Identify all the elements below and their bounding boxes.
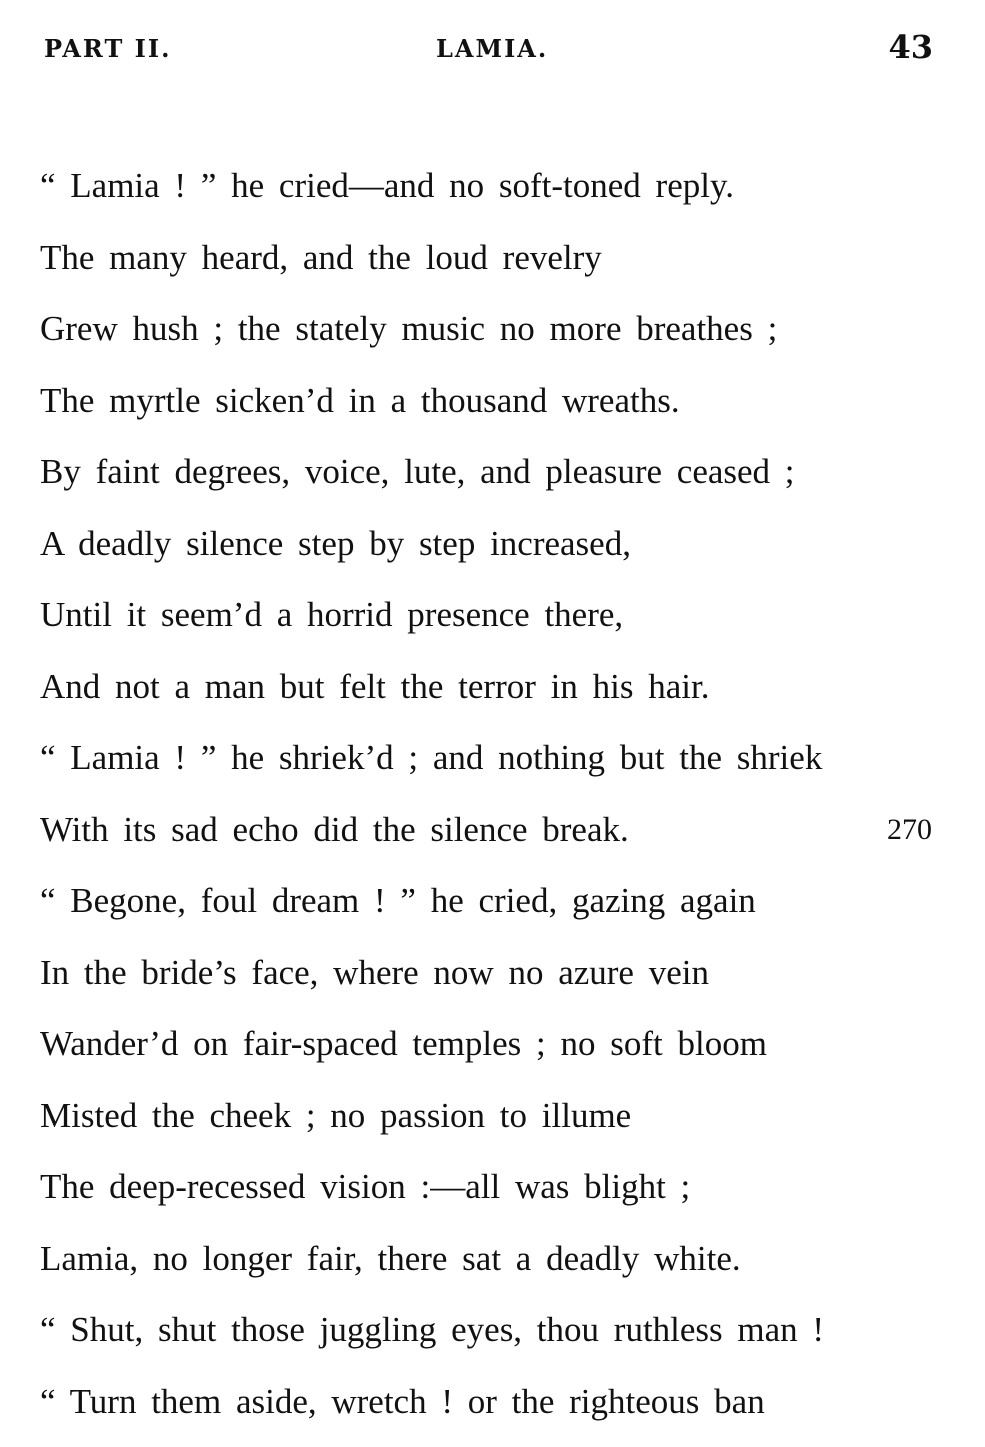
poem-text (40, 160, 940, 1447)
poem-line-text: With its sad echo did the silence break. (40, 810, 629, 849)
poem-line-text: And not a man but felt the terror in his hair. (40, 667, 709, 706)
running-head-title: LAMIA. (436, 34, 548, 63)
poem-line (40, 804, 940, 876)
poem-line-text: In the bride’s face, where now no azure vein (40, 953, 709, 992)
poem-line-text: A deadly silence step by step increased, (40, 524, 631, 563)
poem-line-text: The deep-recessed vision :—all was blight ; (40, 1167, 690, 1206)
poem-line-text: “ Lamia ! ” he cried—and no soft-toned reply. (40, 166, 734, 205)
poem-line-text: By faint degrees, voice, lute, and pleasure ceased ; (40, 452, 795, 491)
poem-line-text: “ Turn them aside, wretch ! or the righteous ban (40, 1382, 765, 1421)
poem-line-text: Lamia, no longer fair, there sat a deadly white. (40, 1239, 741, 1278)
poem-line-text: “ Begone, foul dream ! ” he cried, gazing again (40, 881, 756, 920)
poem-line (40, 1018, 940, 1090)
poem-line (40, 1090, 940, 1162)
poem-line-text: The myrtle sicken’d in a thousand wreaths. (40, 381, 680, 420)
line-number: 270 (887, 804, 932, 856)
poem-line (40, 661, 940, 733)
poem-line-text: “ Shut, shut those juggling eyes, thou ruthless man ! (40, 1310, 824, 1349)
poem-line-text: Misted the cheek ; no passion to illume (40, 1096, 631, 1135)
page-number: 43 (888, 28, 933, 66)
poem-line-text: Grew hush ; the stately music no more breathes ; (40, 309, 777, 348)
poem-line (40, 446, 940, 518)
poem-line-text: The many heard, and the loud revelry (40, 238, 602, 277)
poem-line (40, 303, 940, 375)
poem-line (40, 1376, 940, 1447)
poem-line (40, 1304, 940, 1376)
poem-line (40, 732, 940, 804)
poem-line-text: “ Lamia ! ” he shriek’d ; and nothing but the shriek (40, 738, 822, 777)
poem-line (40, 518, 940, 590)
poem-line (40, 1161, 940, 1233)
poem-line (40, 875, 940, 947)
poem-line-text: Wander’d on fair-spaced temples ; no soft bloom (40, 1024, 767, 1063)
poem-line-text: Until it seem’d a horrid presence there, (40, 595, 623, 634)
poem-line (40, 1233, 940, 1305)
poem-line (40, 947, 940, 1019)
running-head (0, 28, 985, 68)
poem-line (40, 160, 940, 232)
running-head-part: PART II. (44, 34, 171, 63)
poem-line (40, 589, 940, 661)
poem-line (40, 375, 940, 447)
poem-line (40, 232, 940, 304)
